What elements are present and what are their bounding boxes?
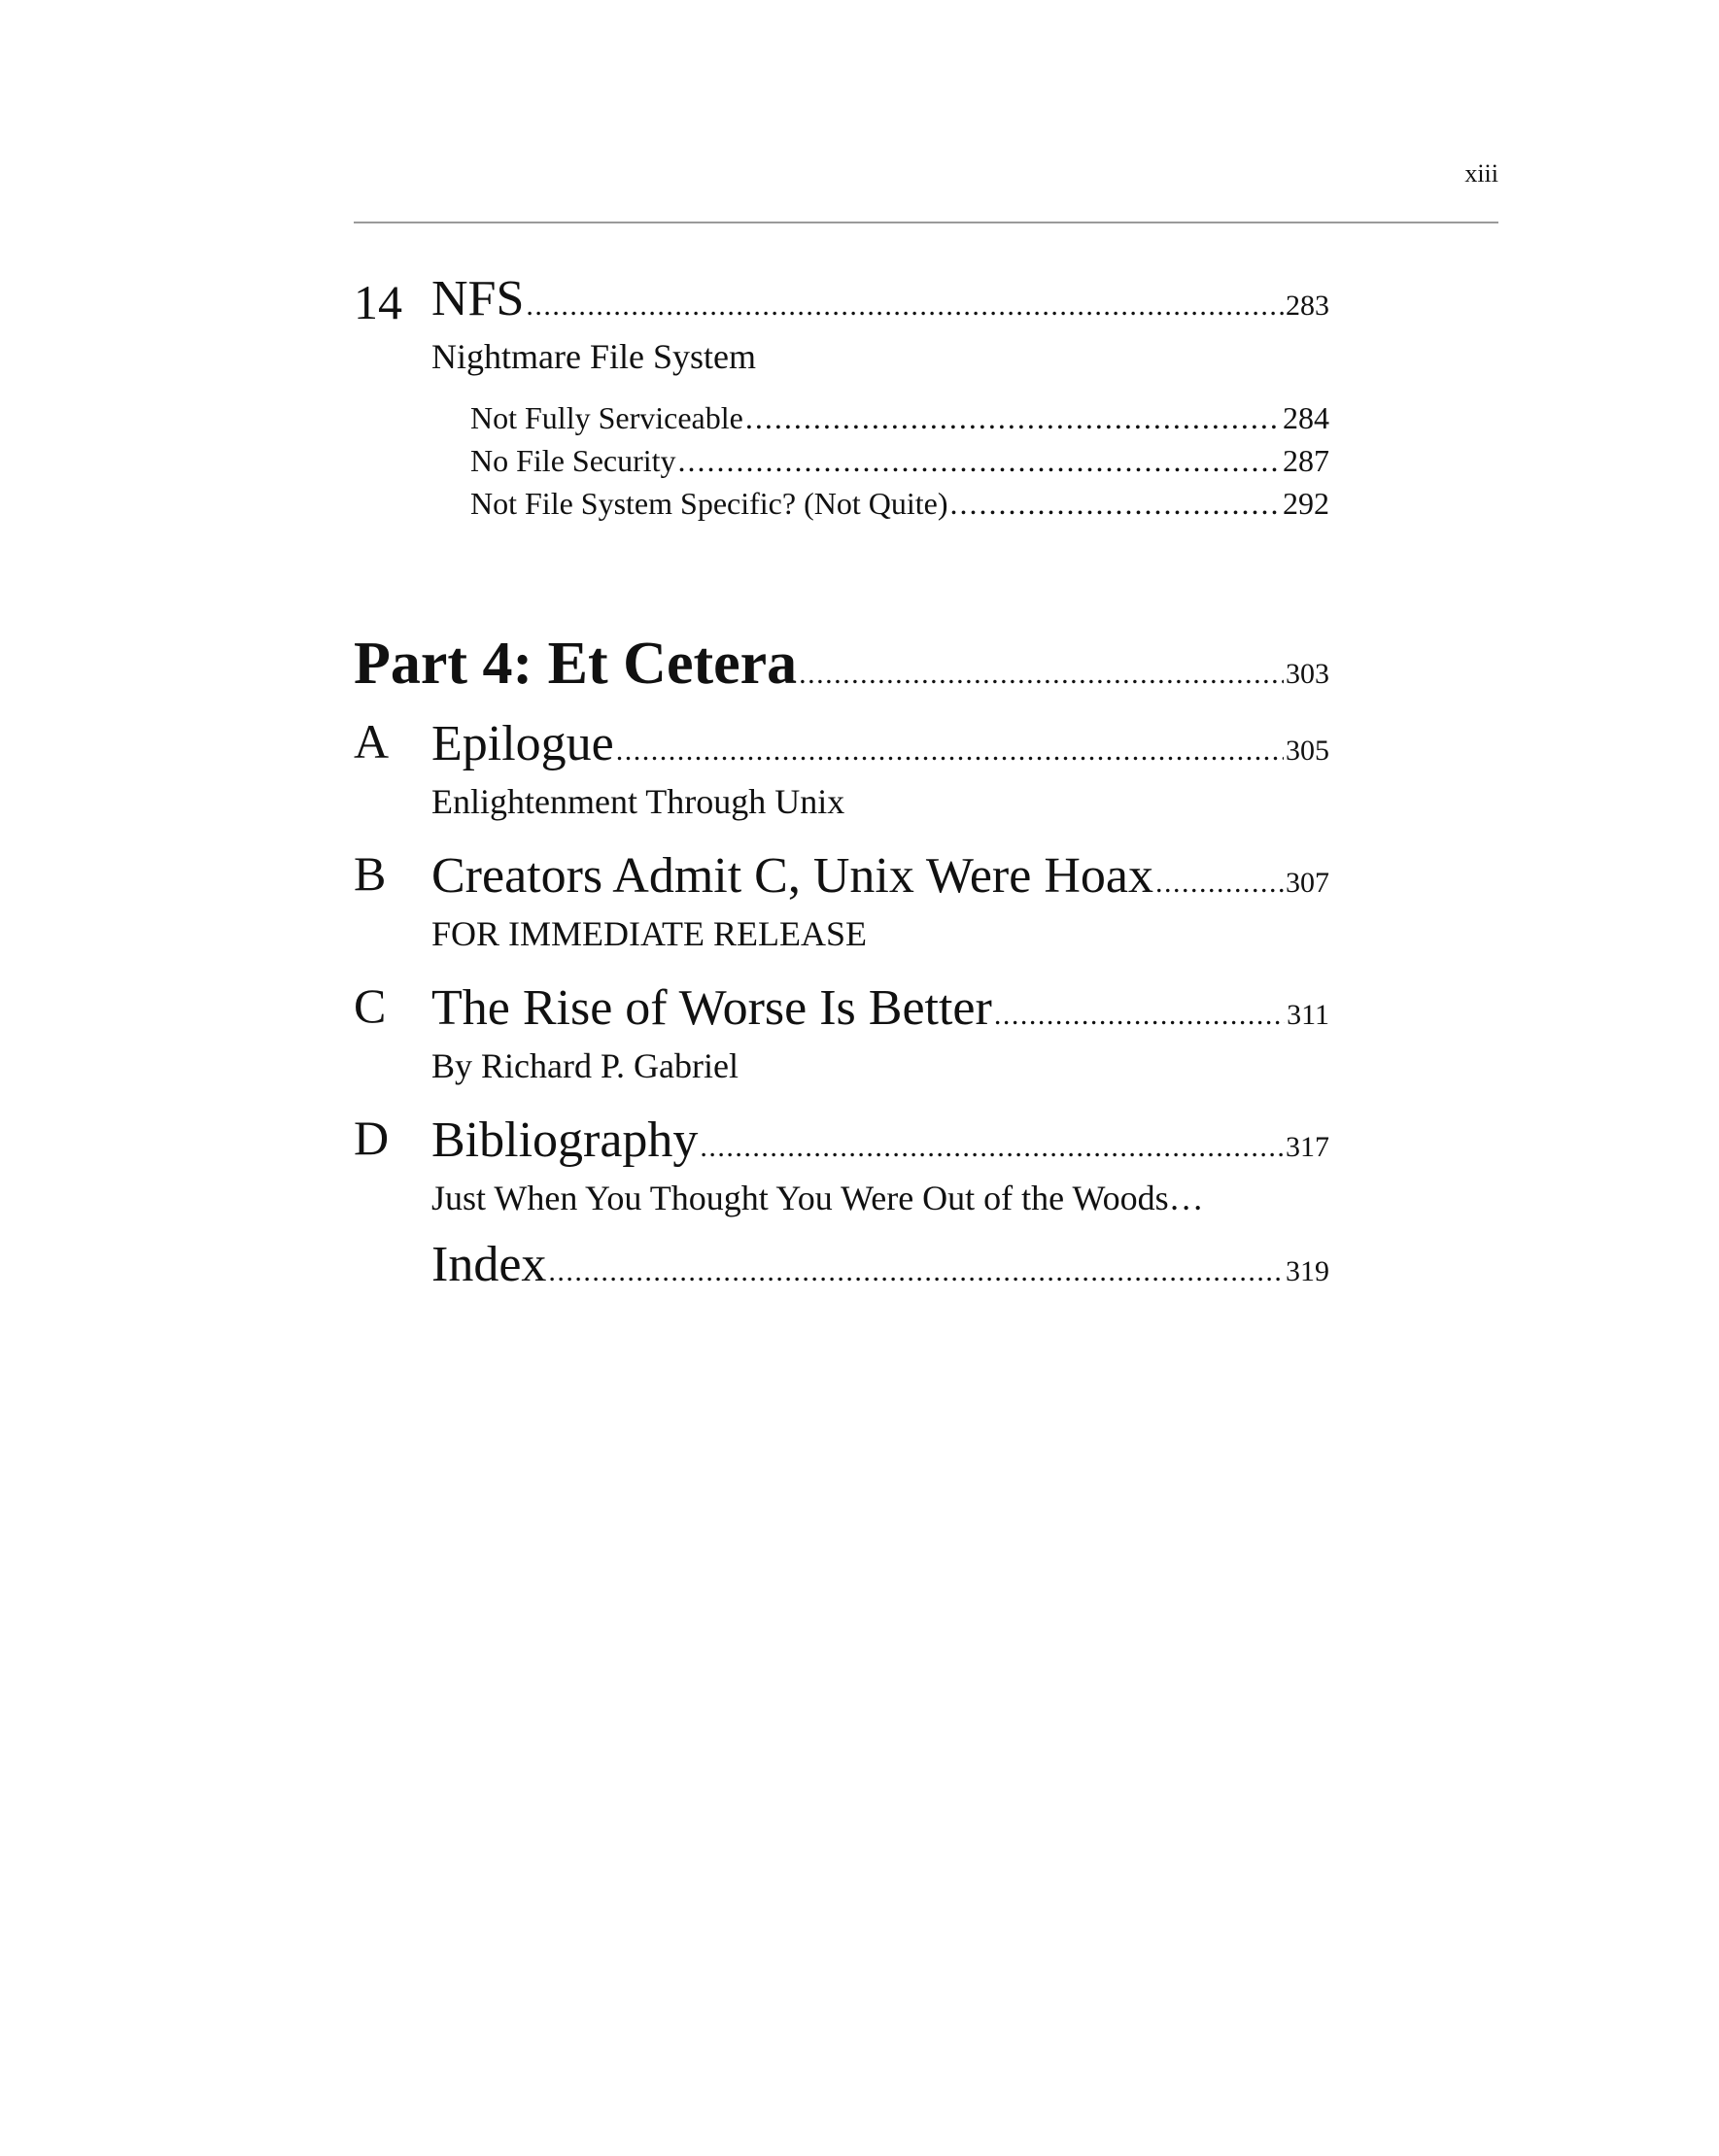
- section-page: 284: [1283, 400, 1329, 435]
- page-number: xiii: [1464, 159, 1498, 188]
- toc-entry-appendix-d[interactable]: [431, 1112, 1329, 1169]
- appendix-subtitle: FOR IMMEDIATE RELEASE: [431, 914, 867, 953]
- toc-entry-part-4[interactable]: [354, 630, 1329, 699]
- appendix-title: The Rise of Worse Is Better: [431, 980, 992, 1036]
- toc-entry-appendix-c[interactable]: [431, 979, 1329, 1037]
- dot-leader: [548, 1255, 1284, 1288]
- toc-entry-section[interactable]: [470, 400, 1329, 436]
- dot-leader: [799, 658, 1284, 691]
- toc-entry-appendix-b[interactable]: [431, 847, 1329, 905]
- dot-leader: [745, 400, 1281, 436]
- appendix-page: 317: [1286, 1131, 1329, 1163]
- dot-leader: [949, 486, 1281, 522]
- toc-entry-index[interactable]: [431, 1236, 1329, 1293]
- dot-leader: [700, 1131, 1284, 1164]
- toc-entry-appendix-a[interactable]: [431, 715, 1329, 772]
- appendix-title: Epilogue: [431, 716, 614, 771]
- section-title: Not Fully Serviceable: [470, 400, 743, 435]
- chapter-title: NFS: [431, 271, 525, 326]
- appendix-letter: D: [354, 1111, 390, 1165]
- part-title: Part 4: Et Cetera: [354, 631, 798, 697]
- toc-entry-chapter-14[interactable]: [431, 270, 1329, 327]
- toc-entry-section[interactable]: [470, 486, 1329, 522]
- section-title: No File Security: [470, 443, 676, 478]
- appendix-subtitle: Just When You Thought You Were Out of the Woods…: [431, 1179, 1204, 1217]
- index-page: 319: [1286, 1255, 1329, 1287]
- section-title: Not File System Specific? (Not Quite): [470, 486, 948, 521]
- index-title: Index: [431, 1237, 547, 1292]
- chapter-page: 283: [1286, 290, 1329, 322]
- section-page: 292: [1283, 486, 1329, 521]
- appendix-letter: B: [354, 846, 387, 901]
- appendix-title: Creators Admit C, Unix Were Hoax: [431, 848, 1153, 904]
- chapter-number: 14: [354, 275, 402, 329]
- appendix-page: 311: [1287, 999, 1329, 1031]
- part-page: 303: [1286, 658, 1329, 690]
- appendix-letter: A: [354, 714, 390, 769]
- toc-entry-section[interactable]: [470, 443, 1329, 479]
- dot-leader: [994, 999, 1285, 1032]
- dot-leader: [616, 735, 1284, 768]
- appendix-subtitle: Enlightenment Through Unix: [431, 782, 845, 821]
- appendix-page: 307: [1286, 867, 1329, 899]
- appendix-letter: C: [354, 978, 387, 1033]
- dot-leader: [678, 443, 1281, 479]
- header-rule: [354, 222, 1498, 223]
- appendix-title: Bibliography: [431, 1112, 699, 1168]
- appendix-page: 305: [1286, 735, 1329, 767]
- dot-leader: [1155, 867, 1284, 900]
- dot-leader: [526, 290, 1284, 323]
- appendix-subtitle: By Richard P. Gabriel: [431, 1046, 739, 1085]
- section-page: 287: [1283, 443, 1329, 478]
- chapter-subtitle: Nightmare File System: [431, 337, 756, 376]
